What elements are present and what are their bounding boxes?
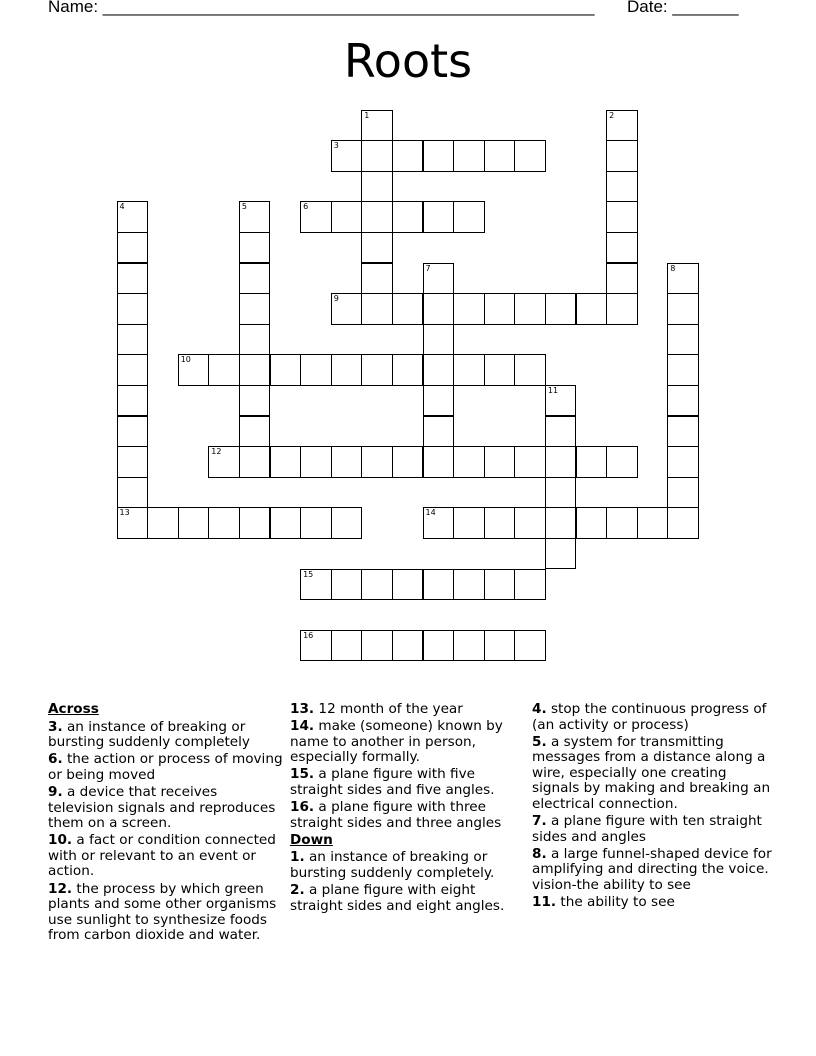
clue-number-label: 8.: [532, 845, 547, 862]
clue-number-label: 6.: [48, 751, 63, 768]
grid-cell[interactable]: [361, 569, 393, 601]
grid-cell[interactable]: [606, 293, 638, 325]
across-clue-list: [48, 720, 286, 944]
grid-cell[interactable]: [545, 446, 577, 478]
grid-cell[interactable]: [423, 324, 455, 356]
clue-number: 5: [241, 202, 247, 212]
grid-cell[interactable]: [239, 507, 271, 539]
grid-cell[interactable]: [667, 263, 699, 295]
clue-text: an instance of breaking or bursting suddenly completely.: [290, 849, 495, 881]
grid-cell[interactable]: [300, 201, 332, 233]
grid-cell[interactable]: [576, 293, 608, 325]
clue-text: the process by which green plants and some other organisms use sunlight to synthesize foods from carbon dioxide and water.: [48, 880, 277, 944]
grid-cell[interactable]: [667, 324, 699, 356]
clue-number: 3: [333, 141, 339, 151]
clue-number-label: 10.: [48, 832, 73, 849]
grid-cell[interactable]: [423, 630, 455, 662]
grid-cell[interactable]: [576, 507, 608, 539]
grid-cell[interactable]: [453, 354, 485, 386]
grid-cell[interactable]: [514, 354, 546, 386]
clue-item: [48, 752, 286, 783]
grid-cell[interactable]: [178, 354, 210, 386]
grid-cell[interactable]: [606, 201, 638, 233]
grid-cell[interactable]: [667, 507, 699, 539]
grid-cell[interactable]: [606, 140, 638, 172]
clue-number: 14: [425, 508, 436, 518]
clue-item: [290, 767, 528, 798]
grid-cell[interactable]: [208, 354, 240, 386]
grid-cell[interactable]: [667, 477, 699, 509]
grid-cell[interactable]: [331, 293, 363, 325]
grid-cell[interactable]: [514, 569, 546, 601]
grid-cell[interactable]: [606, 110, 638, 142]
grid-cell[interactable]: [147, 507, 179, 539]
grid-cell[interactable]: [606, 171, 638, 203]
clue-item: [532, 702, 772, 733]
clue-item: [48, 720, 286, 751]
grid-cell[interactable]: [361, 171, 393, 203]
grid-cell[interactable]: [239, 201, 271, 233]
grid-cell[interactable]: [117, 507, 149, 539]
grid-cell[interactable]: [331, 354, 363, 386]
grid-cell[interactable]: [423, 354, 455, 386]
grid-cell[interactable]: [300, 569, 332, 601]
clues-column-2: [290, 702, 528, 916]
grid-cell[interactable]: [392, 354, 424, 386]
grid-cell[interactable]: [239, 354, 271, 386]
clue-text: a system for transmitting messages from a distance along a wire, especially one creating signals by making and breaking an electrical connection.: [532, 733, 771, 813]
grid-cell[interactable]: [606, 507, 638, 539]
clue-number: 2: [609, 110, 615, 120]
grid-cell[interactable]: [392, 201, 424, 233]
grid-cell[interactable]: [453, 507, 485, 539]
grid-cell[interactable]: [300, 354, 332, 386]
grid-cell[interactable]: [117, 324, 149, 356]
clue-text: a plane figure with eight straight sides and eight angles.: [290, 882, 505, 914]
grid-cell[interactable]: [239, 385, 271, 417]
grid-cell[interactable]: [423, 293, 455, 325]
grid-cell[interactable]: [545, 477, 577, 509]
clue-number-label: 9.: [48, 783, 63, 800]
grid-cell[interactable]: [484, 569, 516, 601]
grid-cell[interactable]: [361, 263, 393, 295]
clue-text: a fact or condition connected with or relevant to an event or action.: [48, 832, 276, 880]
grid-cell[interactable]: [545, 293, 577, 325]
grid-cell[interactable]: [453, 293, 485, 325]
grid-cell[interactable]: [484, 140, 516, 172]
grid-cell[interactable]: [117, 446, 149, 478]
clue-text: a large funnel-shaped device for amplifying and directing the voice. vision-the ability to see: [532, 845, 772, 894]
grid-cell[interactable]: [208, 446, 240, 478]
clue-item: [48, 785, 286, 832]
clue-number-label: 4.: [532, 701, 547, 717]
clue-number-label: 14.: [290, 718, 315, 735]
down-heading: Down: [290, 831, 333, 848]
grid-cell[interactable]: [239, 446, 271, 478]
grid-cell[interactable]: [514, 293, 546, 325]
grid-cell[interactable]: [545, 538, 577, 570]
clue-text: a plane figure with ten straight sides and angles: [532, 813, 762, 845]
grid-cell[interactable]: [117, 477, 149, 509]
grid-cell[interactable]: [239, 232, 271, 264]
clue-number-label: 13.: [290, 701, 315, 717]
grid-cell[interactable]: [423, 385, 455, 417]
grid-cell[interactable]: [392, 569, 424, 601]
clue-number-label: 2.: [290, 882, 305, 899]
grid-cell[interactable]: [453, 630, 485, 662]
grid-cell[interactable]: [331, 569, 363, 601]
grid-cell[interactable]: [576, 446, 608, 478]
grid-cell[interactable]: [300, 446, 332, 478]
grid-cell[interactable]: [667, 446, 699, 478]
grid-cell[interactable]: [423, 140, 455, 172]
grid-cell[interactable]: [239, 263, 271, 295]
grid-cell[interactable]: [606, 446, 638, 478]
clue-number: 7: [425, 263, 431, 273]
grid-cell[interactable]: [423, 416, 455, 448]
grid-cell[interactable]: [361, 140, 393, 172]
clue-number-label: 12.: [48, 880, 73, 897]
clue-text: make (someone) known by name to another in person, especially formally.: [290, 718, 503, 766]
grid-cell[interactable]: [239, 416, 271, 448]
grid-cell[interactable]: [331, 446, 363, 478]
clue-number-label: 3.: [48, 718, 63, 735]
grid-cell[interactable]: [361, 110, 393, 142]
grid-cell[interactable]: [667, 354, 699, 386]
grid-cell[interactable]: [117, 232, 149, 264]
clue-item: [290, 850, 528, 881]
grid-cell[interactable]: [545, 507, 577, 539]
clue-number: 4: [119, 202, 125, 212]
grid-cell[interactable]: [239, 293, 271, 325]
grid-cell[interactable]: [514, 507, 546, 539]
clues-column-1: [48, 702, 286, 945]
grid-cell[interactable]: [270, 507, 302, 539]
grid-cell[interactable]: [117, 416, 149, 448]
grid-cell[interactable]: [453, 446, 485, 478]
clue-item: [290, 719, 528, 766]
clue-number-label: 15.: [290, 766, 315, 783]
grid-cell[interactable]: [606, 263, 638, 295]
clue-item: [290, 883, 528, 914]
grid-cell[interactable]: [117, 293, 149, 325]
grid-cell[interactable]: [484, 354, 516, 386]
clue-item: [532, 735, 772, 813]
clue-text: a plane figure with three straight sides and three angles: [290, 799, 502, 831]
clue-text: an instance of breaking or bursting suddenly completely: [48, 718, 250, 751]
clue-item: [48, 882, 286, 944]
clue-number-label: 7.: [532, 813, 547, 830]
grid-cell[interactable]: [239, 324, 271, 356]
grid-cell[interactable]: [361, 293, 393, 325]
clue-number: 10: [180, 355, 191, 365]
across-heading: Across: [48, 701, 99, 717]
grid-cell[interactable]: [484, 630, 516, 662]
grid-cell[interactable]: [545, 385, 577, 417]
clue-item: [290, 800, 528, 831]
clue-text: the ability to see: [556, 894, 675, 911]
clue-text: 12 month of the year: [314, 701, 463, 717]
grid-cell[interactable]: [361, 630, 393, 662]
grid-cell[interactable]: [331, 201, 363, 233]
date-field-label: Date: _______: [627, 0, 739, 16]
grid-cell[interactable]: [423, 263, 455, 295]
clue-number: 1: [364, 110, 370, 120]
grid-cell[interactable]: [606, 232, 638, 264]
grid-cell[interactable]: [453, 140, 485, 172]
grid-cell[interactable]: [270, 354, 302, 386]
clue-item: [48, 833, 286, 880]
grid-cell[interactable]: [178, 507, 210, 539]
grid-cell[interactable]: [208, 507, 240, 539]
clue-number: 16: [303, 630, 314, 640]
grid-cell[interactable]: [484, 507, 516, 539]
clue-item: [290, 702, 528, 718]
clue-item: [532, 814, 772, 845]
down-clue-list: [532, 702, 772, 911]
name-field-label: Name: ____________________________________________________: [48, 0, 595, 16]
clue-number-label: 16.: [290, 799, 315, 816]
grid-cell[interactable]: [270, 446, 302, 478]
grid-cell[interactable]: [423, 569, 455, 601]
grid-cell[interactable]: [392, 630, 424, 662]
grid-cell[interactable]: [361, 201, 393, 233]
clue-text: stop the continuous progress of (an activity or process): [532, 701, 767, 733]
grid-cell[interactable]: [514, 630, 546, 662]
clue-number: 12: [211, 447, 222, 457]
grid-cell[interactable]: [361, 232, 393, 264]
grid-cell[interactable]: [331, 140, 363, 172]
grid-cell[interactable]: [392, 446, 424, 478]
grid-cell[interactable]: [423, 446, 455, 478]
grid-cell[interactable]: [667, 416, 699, 448]
clue-text: a plane figure with five straight sides and five angles.: [290, 766, 495, 798]
grid-cell[interactable]: [300, 630, 332, 662]
clues-column-3: [532, 702, 772, 912]
down-clue-list: [290, 850, 528, 914]
grid-cell[interactable]: [484, 293, 516, 325]
page-title: Roots: [343, 34, 473, 88]
across-clue-list: [290, 702, 528, 831]
grid-cell[interactable]: [667, 293, 699, 325]
clue-number: 9: [333, 294, 339, 304]
clue-text: a device that receives television signals and reproduces them on a screen.: [48, 783, 276, 832]
grid-cell[interactable]: [361, 446, 393, 478]
grid-cell[interactable]: [361, 354, 393, 386]
grid-cell[interactable]: [300, 507, 332, 539]
clue-number-label: 11.: [532, 894, 557, 911]
grid-cell[interactable]: [423, 507, 455, 539]
grid-cell[interactable]: [392, 140, 424, 172]
grid-cell[interactable]: [117, 354, 149, 386]
grid-cell[interactable]: [117, 263, 149, 295]
grid-cell[interactable]: [453, 201, 485, 233]
grid-cell[interactable]: [453, 569, 485, 601]
clue-number-label: 1.: [290, 849, 305, 866]
clue-number: 6: [303, 202, 309, 212]
grid-cell[interactable]: [514, 140, 546, 172]
clue-text: the action or process of moving or being moved: [48, 751, 283, 783]
grid-cell[interactable]: [637, 507, 669, 539]
clue-item: [532, 895, 772, 911]
clue-number-label: 5.: [532, 733, 547, 750]
grid-cell[interactable]: [117, 385, 149, 417]
grid-cell[interactable]: [484, 446, 516, 478]
grid-cell[interactable]: [423, 201, 455, 233]
grid-cell[interactable]: [331, 507, 363, 539]
grid-cell[interactable]: [331, 630, 363, 662]
grid-cell[interactable]: [514, 446, 546, 478]
grid-cell[interactable]: [545, 416, 577, 448]
clue-number: 13: [119, 508, 130, 518]
grid-cell[interactable]: [392, 293, 424, 325]
grid-cell[interactable]: [667, 385, 699, 417]
grid-cell[interactable]: [117, 201, 149, 233]
clue-number: 8: [670, 263, 676, 273]
clue-number: 11: [547, 385, 559, 395]
clue-item: [532, 847, 772, 894]
clue-number: 15: [303, 569, 314, 579]
